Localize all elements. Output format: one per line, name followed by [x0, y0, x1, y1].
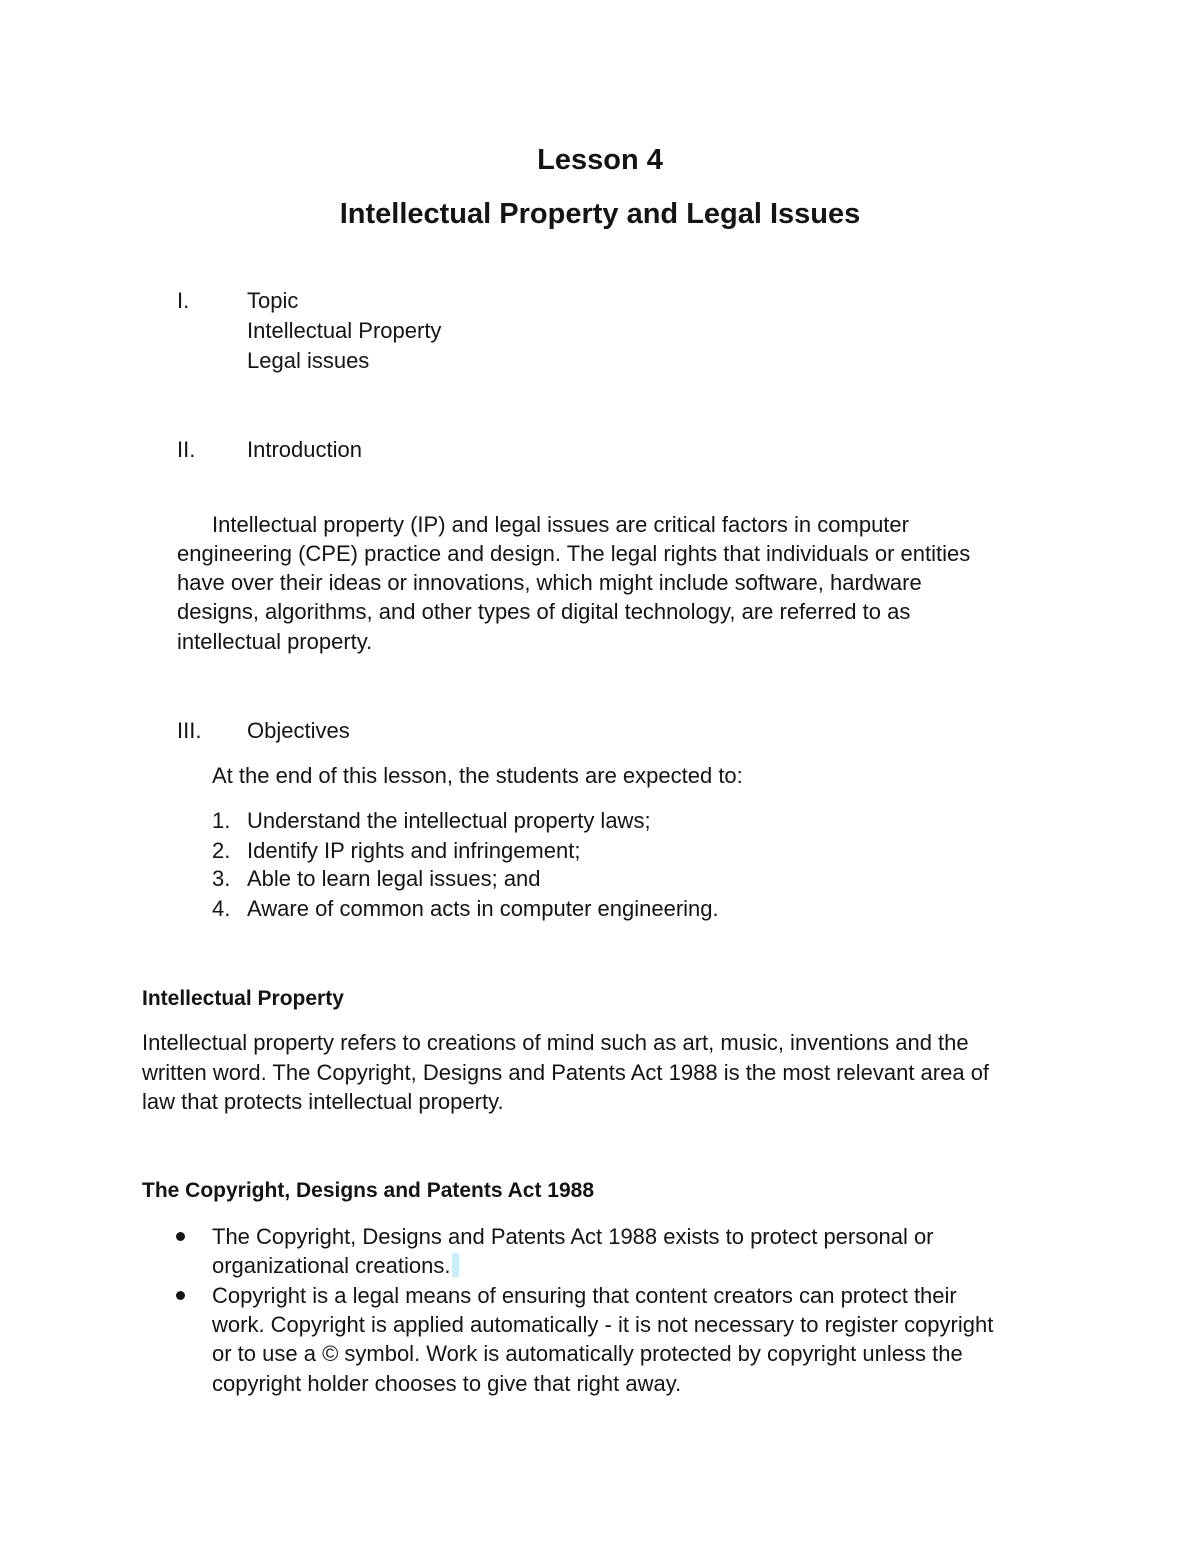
intro-paragraph-line: Intellectual property (IP) and legal issues are critical factors in computer — [212, 512, 909, 537]
intro-paragraph-line: intellectual property. — [177, 629, 373, 654]
objective-number: 4. — [212, 896, 231, 921]
objective-text: Aware of common acts in computer engineering. — [247, 896, 719, 921]
objective-number: 2. — [212, 838, 231, 863]
section-heading-introduction: Introduction — [247, 437, 362, 462]
ip-paragraph-line: written word. The Copyright, Designs and Patents Act 1988 is the most relevant area of — [142, 1060, 990, 1085]
intro-paragraph-line: have over their ideas or innovations, which might include software, hardware — [177, 570, 922, 595]
lesson-title: Lesson 4 — [537, 144, 663, 176]
bullet-line: copyright holder chooses to give that right away. — [212, 1371, 682, 1396]
lesson-subtitle: Intellectual Property and Legal Issues — [339, 198, 861, 230]
intro-paragraph-line: engineering (CPE) practice and design. The legal rights that individuals or entities — [177, 541, 971, 566]
intro-paragraph-line: designs, algorithms, and other types of digital technology, are referred to as — [177, 599, 911, 624]
bullet-line: The Copyright, Designs and Patents Act 1988 exists to protect personal or — [212, 1224, 934, 1249]
bullet-line: work. Copyright is applied automatically - it is not necessary to register copyright — [212, 1312, 994, 1337]
section-heading-topic: Topic — [247, 288, 299, 313]
ip-heading: Intellectual Property — [142, 987, 344, 1010]
bullet-line — [212, 1251, 459, 1281]
bullet-dot — [176, 1232, 185, 1241]
ip-paragraph-line: law that protects intellectual property. — [142, 1089, 504, 1114]
topic-item: Intellectual Property — [247, 318, 442, 343]
text-cursor — [452, 1253, 459, 1277]
objective-number: 3. — [212, 866, 231, 891]
section-numeral: II. — [177, 437, 196, 462]
objective-text: Identify IP rights and infringement; — [247, 838, 581, 863]
objective-text: Understand the intellectual property laws; — [247, 808, 651, 833]
topic-item: Legal issues — [247, 348, 370, 373]
bullet-line: Copyright is a legal means of ensuring that content creators can protect their — [212, 1283, 957, 1308]
bullet-dot — [176, 1291, 185, 1300]
section-numeral: I. — [177, 288, 190, 313]
bullet-line-text: organizational creations. — [212, 1253, 451, 1278]
section-numeral: III. — [177, 718, 202, 743]
cdpa-heading: The Copyright, Designs and Patents Act 1988 — [142, 1179, 594, 1202]
objective-number: 1. — [212, 808, 231, 833]
section-heading-objectives: Objectives — [247, 718, 350, 743]
bullet-line: or to use a © symbol. Work is automatically protected by copyright unless the — [212, 1341, 963, 1366]
ip-paragraph-line: Intellectual property refers to creations of mind such as art, music, inventions and the — [142, 1030, 969, 1055]
objectives-lead: At the end of this lesson, the students are expected to: — [212, 763, 743, 788]
objective-text: Able to learn legal issues; and — [247, 866, 541, 891]
